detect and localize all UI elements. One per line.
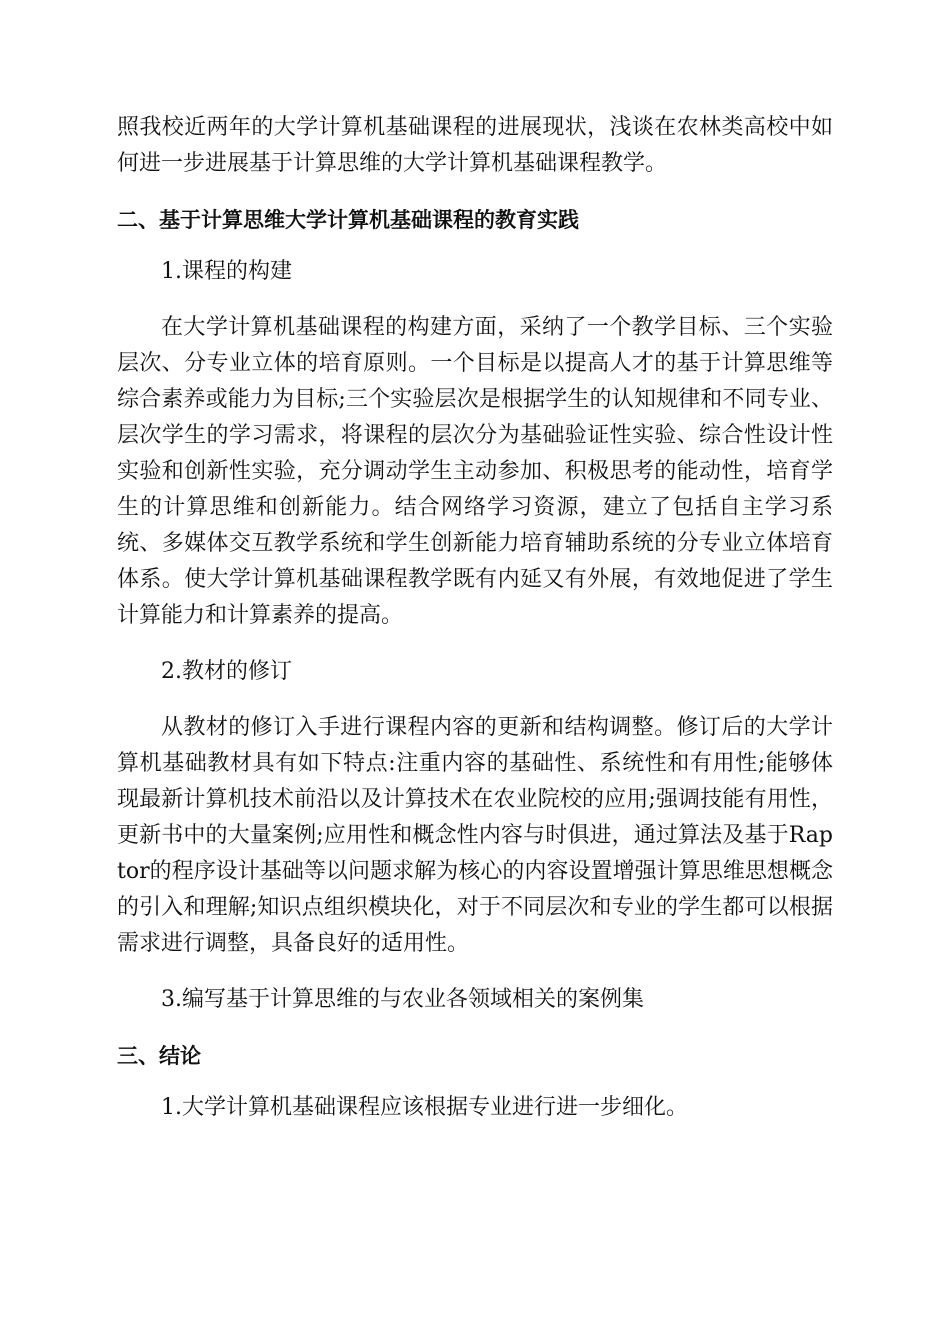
document-body xyxy=(117,110,833,1126)
spacer xyxy=(117,962,833,982)
paragraph-course-construction: 在大学计算机基础课程的构建方面，采纳了一个教学目标、三个实验层次、分专业立体的培育原则。一个目标是以提高人才的基于计算思维等综合素养或能力为目标;三个实验层次是根据学生的认知规律和不同专业、层次学生的学习需求，将课程的层次分为基础验证性实验、综合性设计性实验和创新性实验，充分调动学生主动参加、积极思考的能动性，培育学生的计算思维和创新能力。结合网络学习资源，建立了包括自主学习系统、多媒体交互教学系统和学生创新能力培育辅助系统的分专业立体培育体系。使大学计算机基础课程教学既有内延又有外展，有效地促进了学生计算能力和计算素养的提高。 xyxy=(117,315,833,628)
spacer xyxy=(117,238,833,254)
spacer xyxy=(117,1074,833,1090)
section-heading-conclusion: 三、结论 xyxy=(117,1044,201,1068)
subheading-textbook-revision: 2.教材的修订 xyxy=(161,659,292,684)
spacer xyxy=(117,182,833,202)
spacer xyxy=(117,634,833,654)
section-heading-practice: 二、基于计算思维大学计算机基础课程的教育实践 xyxy=(117,208,579,232)
subheading-course-construction: 1.课程的构建 xyxy=(161,259,292,284)
subheading-case-collection: 3.编写基于计算思维的与农业各领域相关的案例集 xyxy=(161,987,644,1012)
conclusion-item-1: 1.大学计算机基础课程应该根据专业进行进一步细化。 xyxy=(161,1095,688,1120)
spacer xyxy=(117,290,833,310)
spacer xyxy=(117,1018,833,1038)
intro-paragraph: 照我校近两年的大学计算机基础课程的进展现状，浅谈在农林类高校中如何进一步进展基于计算思维的大学计算机基础课程教学。 xyxy=(117,115,833,176)
paragraph-textbook-revision: 从教材的修订入手进行课程内容的更新和结构调整。修订后的大学计算机基础教材具有如下特点:注重内容的基础性、系统性和有用性;能够体现最新计算机技术前沿以及计算技术在农业院校的应用;强调技能有用性，更新书中的大量案例;应用性和概念性内容与时俱进，通过算法及基于Raptor的程序设计基础等以问题求解为核心的内容设置增强计算思维思想概念的引入和理解;知识点组织模块化，对于不同层次和专业的学生都可以根据需求进行调整，具备良好的适用性。 xyxy=(117,715,833,956)
spacer xyxy=(117,690,833,710)
